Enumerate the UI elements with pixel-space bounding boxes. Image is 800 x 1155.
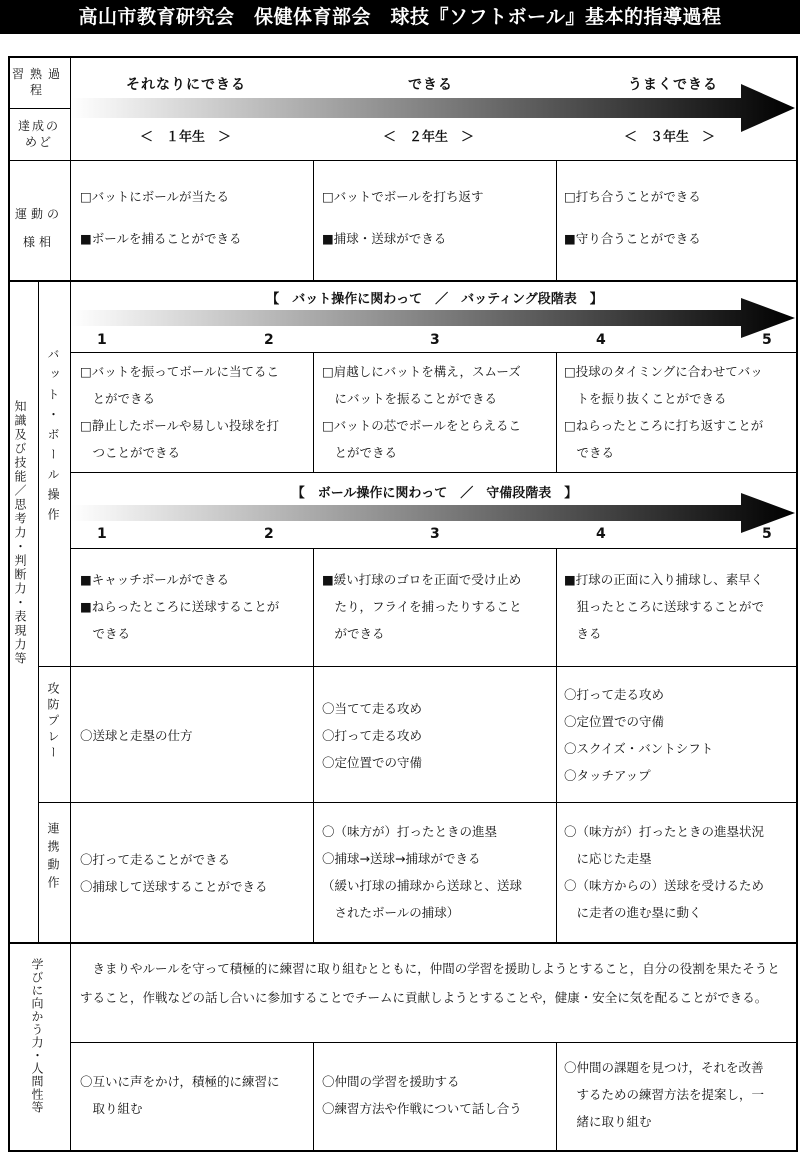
col-divider <box>313 352 314 472</box>
col-divider <box>313 1042 314 1150</box>
row-divider <box>70 352 797 353</box>
motion-label: 運動の様相 <box>14 207 63 249</box>
grade-label: ＜ １年生 ＞ <box>140 130 232 145</box>
scale-number: 4 <box>596 526 606 542</box>
row-divider <box>70 1042 797 1043</box>
attack-label: 攻防プレー <box>46 682 60 762</box>
level-label: うまくできる <box>628 77 718 93</box>
learning-label: 学びに向かう力・人間性等 <box>30 958 44 1114</box>
col-divider <box>313 548 314 942</box>
scale-number: 5 <box>762 332 772 348</box>
scale-number: 5 <box>762 526 772 542</box>
row-divider <box>9 942 797 944</box>
col-divider <box>70 57 71 1150</box>
coop-cell: 〇打って走ることができる 〇捕球して送球することができる <box>80 852 268 894</box>
col-divider <box>313 160 314 280</box>
scale-number: 2 <box>264 526 274 542</box>
bat-ball-label: バット・ボール操作 <box>46 348 60 528</box>
attack-cell: 〇打って走る攻め 〇定位置での守備 〇スクイズ・バントシフト 〇タッチアップ <box>564 687 714 783</box>
attack-cell: 〇送球と走塁の仕方 <box>80 728 193 743</box>
coop-cell: 〇（味方が）打ったときの進塁 〇捕球→送球→捕球ができる （緩い打球の捕球から送球と、送球 されたボールの捕球） <box>322 824 523 920</box>
row-divider <box>70 548 797 549</box>
fielding-cell: ■打球の正面に入り捕球し、素早く 狙ったところに送球することがで きる <box>564 572 765 641</box>
page-title: 高山市教育研究会 保健体育部会 球技『ソフトボール』基本的指導過程 <box>0 0 800 34</box>
motion-cell: □打ち合うことができる ■守り合うことができる <box>564 189 701 246</box>
row-divider <box>9 280 797 282</box>
scale-number: 2 <box>264 332 274 348</box>
col-divider <box>556 160 557 280</box>
goal-label: 達成のめど <box>17 119 60 149</box>
fielding-cell: ■緩い打球のゴロを正面で受け止め たり，フライを捕ったりすること ができる <box>322 572 522 641</box>
col-divider <box>556 1042 557 1150</box>
learning-cell: 〇仲間の課題を見つけ，それを改善 するための練習方法を提案し，一 緒に取り組む <box>564 1060 765 1129</box>
motion-cell: □バットでボールを打ち返す ■捕球・送球ができる <box>322 189 484 246</box>
scale-number: 1 <box>97 332 107 348</box>
coop-label: 連携動作 <box>46 822 60 894</box>
scale-number: 3 <box>430 332 440 348</box>
level-label: できる <box>408 77 453 93</box>
learning-summary: きまりやルールを守って積極的に練習に取り組むとともに，仲間の学習を援助しようとすること，自分の役割を果たそうとすること，作戦などの話し合いに参加することでチームに貢献しようとすることや，健康・安全に気を配ることができる。 <box>80 961 780 1005</box>
attack-cell: 〇当てて走る攻め 〇打って走る攻め 〇定位置での守備 <box>322 701 423 770</box>
fielding-cell: ■キャッチボールができる ■ねらったところに送球することが できる <box>80 572 280 641</box>
col-divider <box>38 282 39 942</box>
grade-label: ＜ ３年生 ＞ <box>624 130 716 145</box>
batting-cell: □投球のタイミングに合わせてバッ トを振り抜くことができる □ねらったところに打ち返すことが できる <box>564 364 764 460</box>
process-label: 習熟過程 <box>12 67 67 97</box>
row-divider <box>9 108 70 109</box>
row-divider <box>70 472 797 473</box>
motion-cell: □バットにボールが当たる ■ボールを捕ることができる <box>80 189 242 246</box>
col-divider <box>556 548 557 942</box>
batting-cell: □バットを振ってボールに当てるこ とができる □静止したボールや易しい投球を打 つことができる <box>80 364 280 460</box>
knowledge-label: 知識及び技能／思考力・判断力・表現力等 <box>13 400 27 666</box>
fielding-scale-title: 【 ボール操作に関わって ／ 守備段階表 】 <box>291 486 578 501</box>
row-divider <box>38 666 797 667</box>
batting-scale-title: 【 バット操作に関わって ／ バッティング段階表 】 <box>266 292 603 307</box>
scale-number: 4 <box>596 332 606 348</box>
coop-cell: 〇（味方が）打ったときの進塁状況 に応じた走塁 〇（味方からの）送球を受けるため に走者の進む塁に動く <box>564 824 765 920</box>
level-label: それなりにできる <box>126 77 246 93</box>
batting-cell: □肩越しにバットを構え，スムーズ にバットを振ることができる □バットの芯でボールをとらえるこ とができる <box>322 364 522 460</box>
learning-cell: 〇互いに声をかけ，積極的に練習に 取り組む <box>80 1074 280 1116</box>
learning-cell: 〇仲間の学習を援助する 〇練習方法や作戦について話し合う <box>322 1074 522 1116</box>
col-divider <box>556 352 557 472</box>
row-divider <box>38 802 797 803</box>
grade-label: ＜ ２年生 ＞ <box>383 130 475 145</box>
scale-number: 3 <box>430 526 440 542</box>
scale-number: 1 <box>97 526 107 542</box>
row-divider <box>9 160 797 161</box>
